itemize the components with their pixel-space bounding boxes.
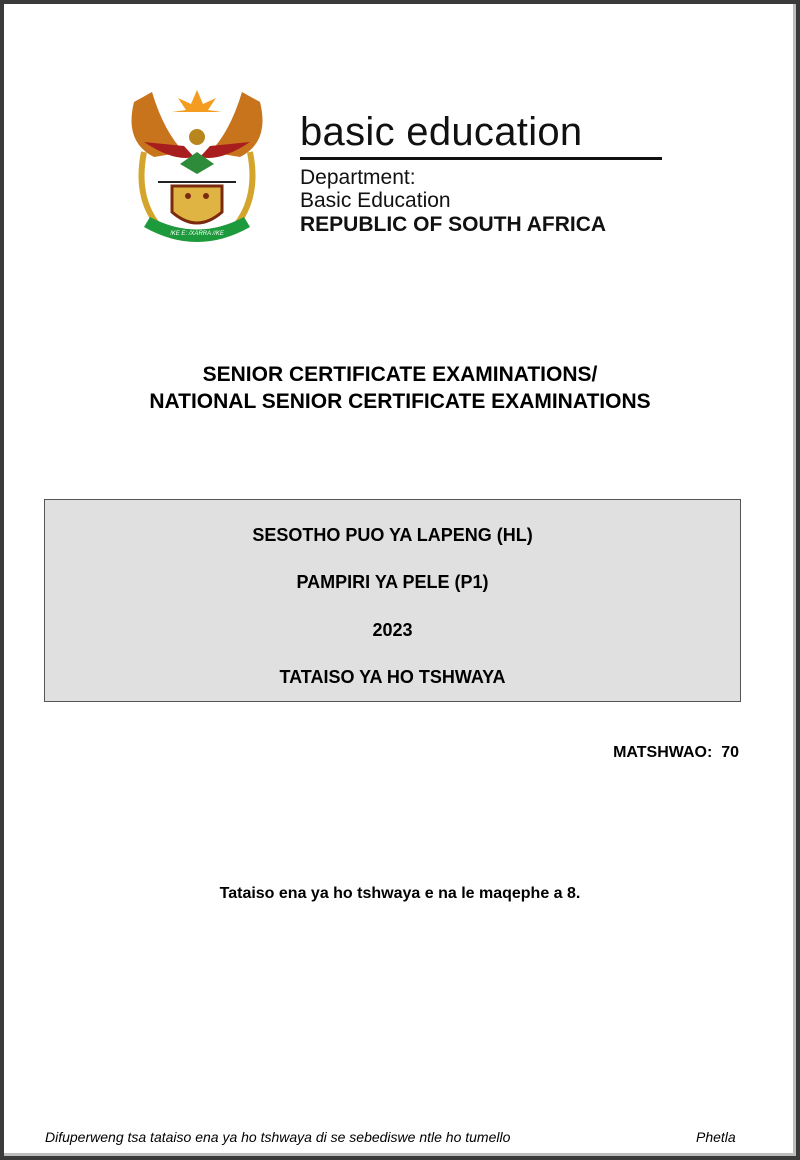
year: 2023 [372,620,413,640]
brand-basic-education: Basic Education [300,189,451,212]
brand-department: Department: [300,166,416,189]
footer-turn-over: Phetla [696,1129,736,1145]
brand-divider [300,157,662,160]
department-brand [300,110,662,238]
svg-text:!KE E: /XARRA //KE: !KE E: /XARRA //KE [170,231,224,237]
subject: SESOTHO PUO YA LAPENG (HL) [252,525,533,545]
total-marks: MATSHWAO: 70 [613,744,739,761]
coat-of-arms-logo [124,82,270,248]
exam-title [4,361,796,415]
exam-title-line1: SENIOR CERTIFICATE EXAMINATIONS/ [202,363,598,386]
paper-number: PAMPIRI YA PELE (P1) [296,572,489,592]
document-page [4,4,796,1156]
exam-title-line2: NATIONAL SENIOR CERTIFICATE EXAMINATIONS [149,390,651,413]
brand-country: REPUBLIC OF SOUTH AFRICA [300,213,607,236]
page-count-note: Tataiso ena ya ho tshwaya e na le maqephe a 8. [219,885,581,902]
brand-title: basic education [300,110,583,154]
footer-copyright: Difuperweng tsa tataiso ena ya ho tshwaya di se sebediswe ntle ho tumello [45,1129,511,1145]
document-type: TATAISO YA HO TSHWAYA [279,667,506,687]
paper-info-box [44,499,741,702]
